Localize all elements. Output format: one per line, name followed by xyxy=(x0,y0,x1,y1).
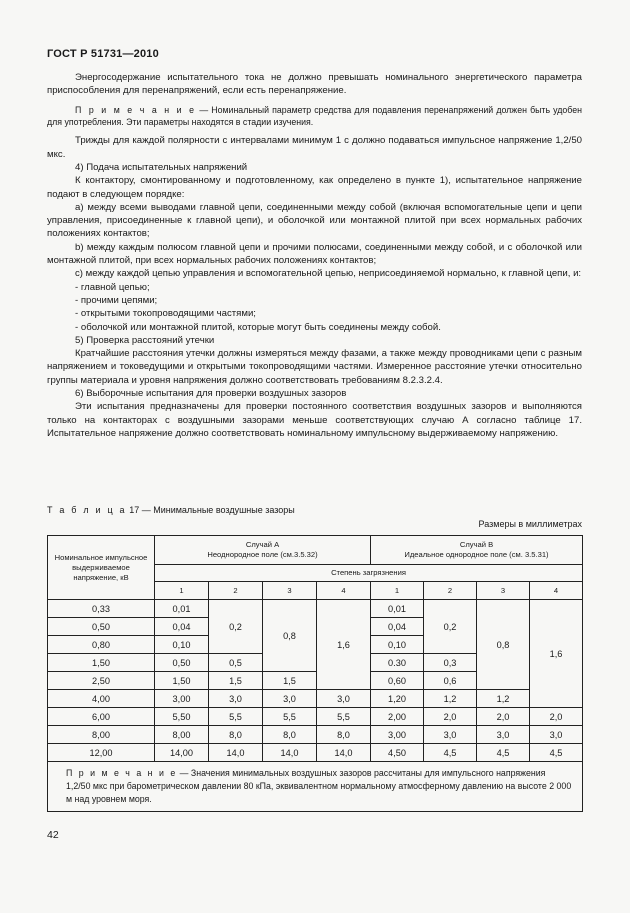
degree-cell: 2 xyxy=(424,582,477,600)
list-item: - главной цепью; xyxy=(75,281,150,293)
table-note-label: П р и м е ч а н и е xyxy=(66,768,178,778)
table-cell: 2,00 xyxy=(371,708,424,726)
list-item: - открытыми токопроводящими частями; xyxy=(75,308,256,320)
table-cell: 0,8 xyxy=(477,600,530,690)
table-cell: 5,5 xyxy=(209,708,263,726)
table-cell: 0,6 xyxy=(424,672,477,690)
table-cell: 8,0 xyxy=(263,726,317,744)
table-cell: 1,5 xyxy=(209,672,263,690)
list-item: b) между каждым полюсом главной цепи и прочими полюсами, соединенными между собой, и с оболочкой или монтажной плитой, при всех нормальных рабочих положениях контактов; xyxy=(47,241,582,267)
table-row xyxy=(48,690,583,708)
case-b-title: Случай В xyxy=(459,540,494,549)
subheading: 4) Подача испытательных напряжений xyxy=(75,162,248,173)
table-row xyxy=(48,708,583,726)
table-cell: 14,00 xyxy=(155,744,209,762)
header-pollution-degree: Степень загрязнения xyxy=(155,565,583,582)
voltage-cell: 6,00 xyxy=(48,708,155,726)
table-cell: 0,04 xyxy=(371,618,424,636)
table-cell: 2,0 xyxy=(424,708,477,726)
degree-cell: 1 xyxy=(371,582,424,600)
table-cell: 1,20 xyxy=(371,690,424,708)
voltage-cell: 0,80 xyxy=(48,636,155,654)
table-cell: 14,0 xyxy=(317,744,371,762)
table-cell: 1,6 xyxy=(317,600,371,690)
degree-cell: 3 xyxy=(263,582,317,600)
table-cell: 3,0 xyxy=(317,690,371,708)
paragraph: Кратчайшие расстояния утечки должны измеряться между фазами, а также между проводниками цепи с разным напряжением и токоведущими и открытыми токопроводящими частями. Измеренное расстояние утечки относительно группы материала и уровня напряжения должно соответствовать требованиям 8.2.3.2.4. xyxy=(47,348,582,386)
table-cell: 0,50 xyxy=(155,654,209,672)
table-cell: 3,00 xyxy=(155,690,209,708)
table-cell: 8,0 xyxy=(209,726,263,744)
table-cell: 3,0 xyxy=(263,690,317,708)
degree-cell: 4 xyxy=(530,582,583,600)
table-cell: 1,2 xyxy=(477,690,530,708)
list-item: с) между каждой цепью управления и вспомогательной цепью, неприсоединяемой нормально, к главной цепи, и: xyxy=(75,268,582,280)
subheading: 5) Проверка расстояний утечки xyxy=(75,334,215,346)
page-number: 42 xyxy=(47,829,59,841)
table-cell: 3,00 xyxy=(371,726,424,744)
table-cell: 5,50 xyxy=(155,708,209,726)
list-item: - прочими цепями; xyxy=(75,294,158,306)
table-cell: 2,0 xyxy=(530,708,583,726)
voltage-cell: 12,00 xyxy=(48,744,155,762)
paragraph: К контактору, смонтированному и подготовленному, как определено в пункте 1), испытательное напряжение подают в следующем порядке: xyxy=(47,175,582,200)
header-case-b xyxy=(371,536,583,565)
header-case-a xyxy=(155,536,371,565)
voltage-cell: 0,50 xyxy=(48,618,155,636)
paragraph: Эти испытания предназначены для проверки постоянного соответствия воздушных зазоров и выполняются только на контакторах с воздушными зазорами меньше соответствующих случаю А согласно таблице 17. Испытательное напряжение должно соответствовать номинальному импульсному выдерживаемому напряжению. xyxy=(47,401,582,439)
table-cell: 0,60 xyxy=(371,672,424,690)
voltage-cell: 1,50 xyxy=(48,654,155,672)
case-a-subtitle: Неоднородное поле (см.3.5.32) xyxy=(207,550,318,559)
table-cell: 8,0 xyxy=(317,726,371,744)
case-a-title: Случай А xyxy=(245,540,280,549)
list-item: - оболочкой или монтажной плитой, которые могут быть соединены между собой. xyxy=(75,321,441,333)
table-cell: 0,01 xyxy=(155,600,209,618)
voltage-cell: 8,00 xyxy=(48,726,155,744)
table-cell: 1,2 xyxy=(424,690,477,708)
document-header: ГОСТ Р 51731—2010 xyxy=(47,48,159,60)
case-b-subtitle: Идеальное однородное поле (см. 3.5.31) xyxy=(404,550,549,559)
table-cell: 3,0 xyxy=(530,726,583,744)
table-cell: 4,50 xyxy=(371,744,424,762)
table-cell: 0,8 xyxy=(263,600,317,672)
note-label: П р и м е ч а н и е xyxy=(75,104,197,115)
table-cell: 4,5 xyxy=(424,744,477,762)
table-cell: 0,01 xyxy=(371,600,424,618)
degree-cell: 1 xyxy=(155,582,209,600)
table-cell: 0,10 xyxy=(371,636,424,654)
table-cell: 14,0 xyxy=(263,744,317,762)
clearance-table xyxy=(47,535,583,812)
table-cell: 0,2 xyxy=(209,600,263,654)
note xyxy=(47,104,582,129)
table-cell: 4,5 xyxy=(477,744,530,762)
voltage-cell: 2,50 xyxy=(48,672,155,690)
list-item: а) между всеми выводами главной цепи, соединенными между собой (включая вспомогательные цепи и цепи управления, присоединенные к главной цепи), и оболочкой или монтажной плитой при всех нормальных рабочих положениях контактов; xyxy=(47,201,582,240)
table-cell: 8,00 xyxy=(155,726,209,744)
table-cell: 0,3 xyxy=(424,654,477,672)
header-voltage: Номинальное импульсное выдерживаемое напряжение, кВ xyxy=(48,536,155,600)
table-cell: 14,0 xyxy=(209,744,263,762)
table-cell: 3,0 xyxy=(477,726,530,744)
table-cell: 5,5 xyxy=(317,708,371,726)
subheading: 6) Выборочные испытания для проверки воздушных зазоров xyxy=(75,388,347,400)
table-cell: 0,04 xyxy=(155,618,209,636)
note-text: — Номинальный параметр средства для подавления перенапряжений должен быть удобен для употребления. Эти параметры находятся в стадии изучения. xyxy=(47,104,582,127)
degree-cell: 3 xyxy=(477,582,530,600)
table-cell: 2,0 xyxy=(477,708,530,726)
table-note xyxy=(48,762,583,812)
table-cell: 0,10 xyxy=(155,636,209,654)
paragraph: Энергосодержание испытательного тока не должно превышать номинального энергетического параметра приспособления для перенапряжений, если есть перенапряжение. xyxy=(47,72,582,97)
table-caption xyxy=(47,505,295,515)
degree-cell: 4 xyxy=(317,582,371,600)
table-units: Размеры в миллиметрах xyxy=(478,519,582,529)
table-cell: 1,6 xyxy=(530,600,583,708)
voltage-cell: 4,00 xyxy=(48,690,155,708)
table-cell: 0.30 xyxy=(371,654,424,672)
body-text xyxy=(47,71,582,440)
table-cell: 0,2 xyxy=(424,600,477,654)
table-cell: 0,5 xyxy=(209,654,263,672)
table-cell: 5,5 xyxy=(263,708,317,726)
table-cell: 4,5 xyxy=(530,744,583,762)
table-cell: 1,50 xyxy=(155,672,209,690)
voltage-cell: 0,33 xyxy=(48,600,155,618)
table-caption-text: 17 — Минимальные воздушные зазоры xyxy=(126,505,295,515)
table-row xyxy=(48,600,583,618)
table-row xyxy=(48,726,583,744)
table-caption-label: Т а б л и ц а xyxy=(47,505,127,515)
degree-cell: 2 xyxy=(209,582,263,600)
table-cell: 1,5 xyxy=(263,672,317,690)
table-row xyxy=(48,744,583,762)
paragraph: Трижды для каждой полярности с интервалами минимум 1 с должно подаваться импульсное напряжение 1,2/50 мкс. xyxy=(47,135,582,160)
table-cell: 3,0 xyxy=(424,726,477,744)
table-note-text: — Значения минимальных воздушных зазоров рассчитаны для импульсного напряжения 1,2/50 мкс при барометрическом давлении 80 кПа, эквивалентном нормальному атмосферному давлению на высоте 2 000 м над уровнем моря. xyxy=(66,768,572,804)
table-cell: 3,0 xyxy=(209,690,263,708)
